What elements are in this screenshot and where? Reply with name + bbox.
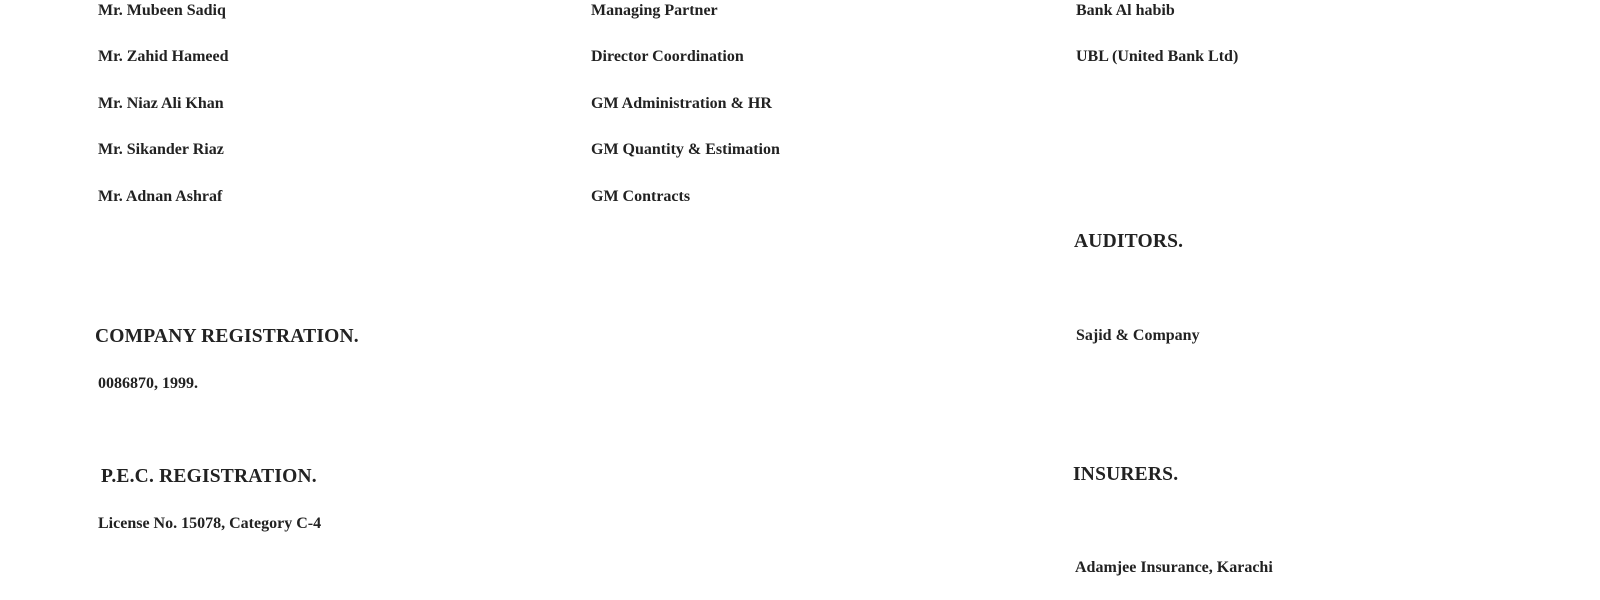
- insurers-value: Adamjee Insurance, Karachi: [1075, 559, 1273, 576]
- person-title: Managing Partner: [591, 2, 718, 19]
- banker-name: UBL (United Bank Ltd): [1076, 48, 1239, 65]
- insurers-heading: INSURERS.: [1073, 464, 1179, 485]
- auditors-value: Sajid & Company: [1076, 327, 1200, 344]
- person-name: Mr. Niaz Ali Khan: [98, 95, 224, 112]
- person-name: Mr. Sikander Riaz: [98, 141, 224, 158]
- auditors-heading: AUDITORS.: [1074, 231, 1184, 252]
- company-registration-value: 0086870, 1999.: [98, 375, 198, 392]
- person-name: Mr. Zahid Hameed: [98, 48, 229, 65]
- person-name: Mr. Mubeen Sadiq: [98, 2, 226, 19]
- person-title: Director Coordination: [591, 48, 744, 65]
- person-title: GM Contracts: [591, 188, 691, 205]
- person-title: GM Administration & HR: [591, 95, 772, 112]
- banker-name: Bank Al habib: [1076, 2, 1175, 19]
- company-registration-heading: COMPANY REGISTRATION.: [95, 326, 359, 347]
- person-title: GM Quantity & Estimation: [591, 141, 780, 158]
- person-name: Mr. Adnan Ashraf: [98, 188, 223, 205]
- pec-registration-heading: P.E.C. REGISTRATION.: [101, 466, 317, 487]
- pec-registration-value: License No. 15078, Category C-4: [98, 515, 322, 532]
